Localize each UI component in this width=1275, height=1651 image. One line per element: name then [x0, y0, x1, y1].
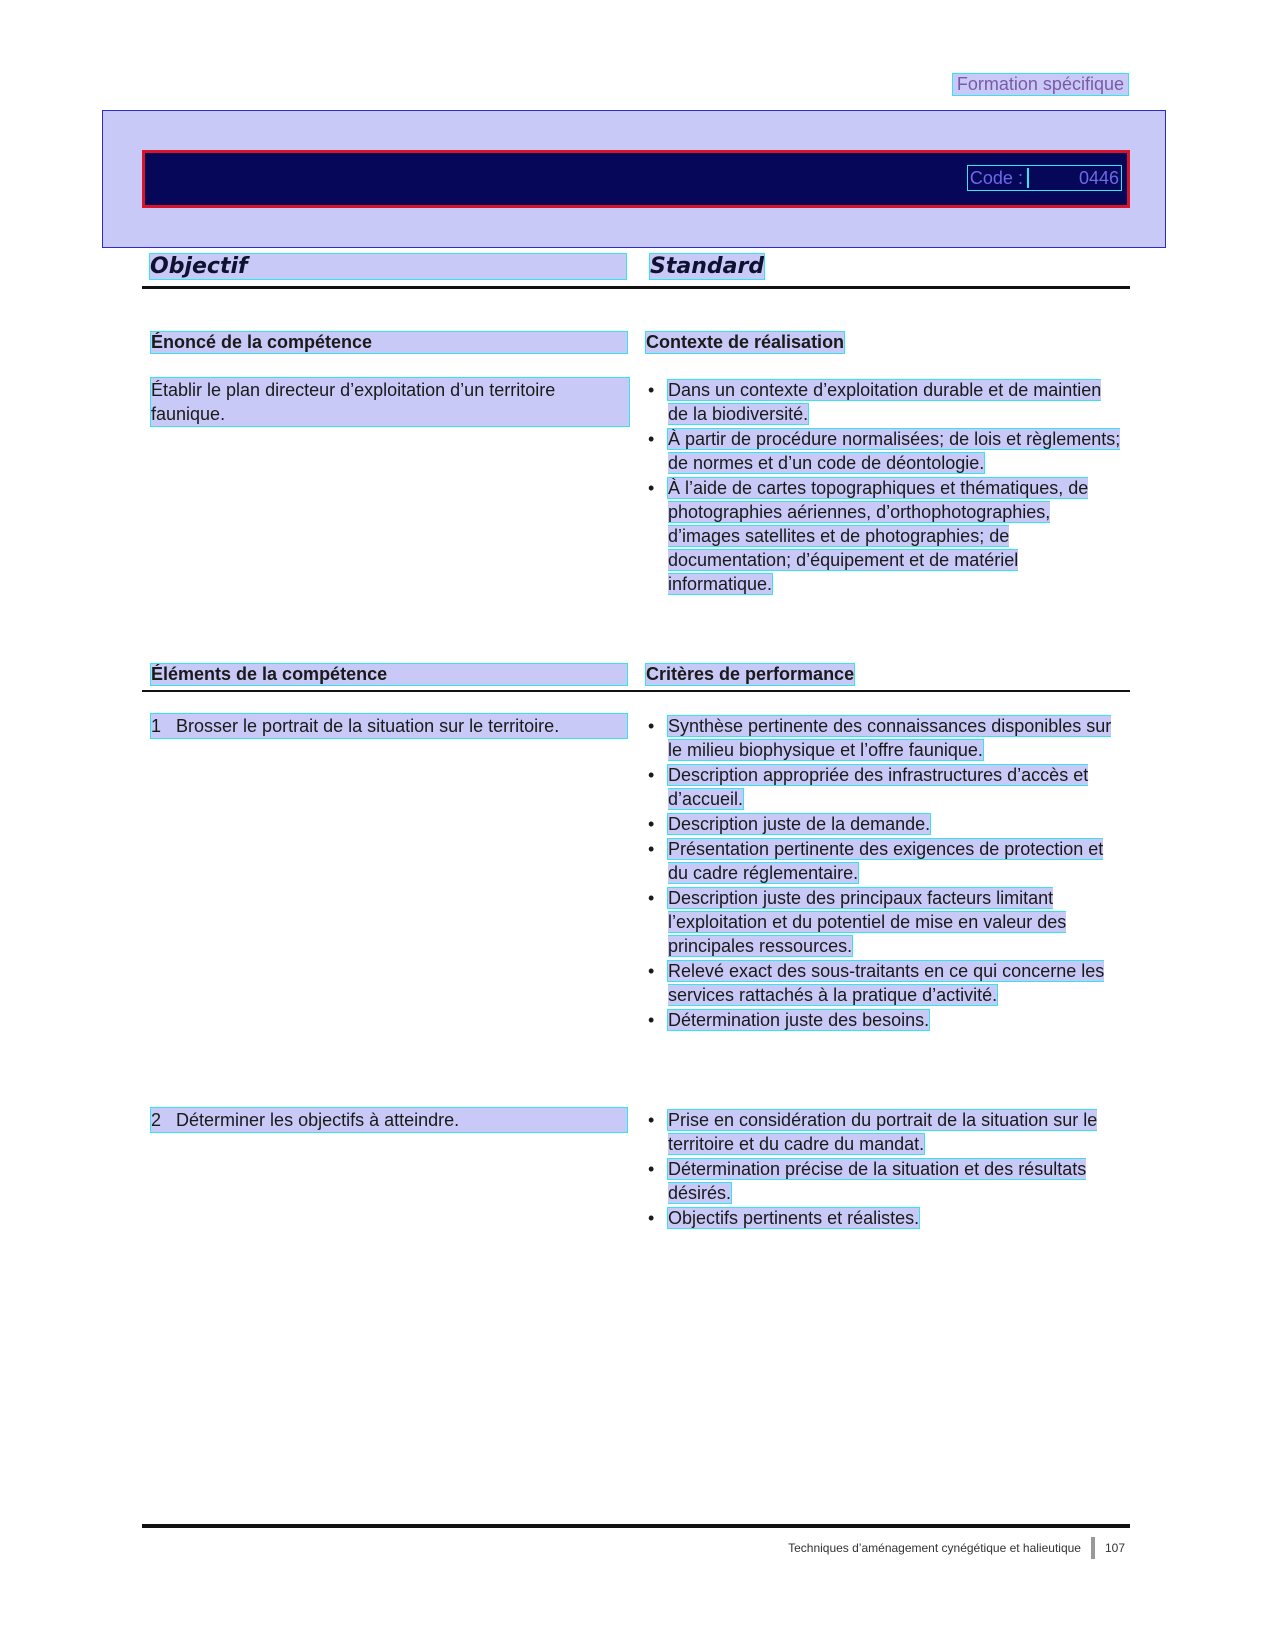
- context-list: [646, 378, 1122, 597]
- objectif-heading: Objectif: [150, 254, 626, 279]
- element-item: [151, 1108, 627, 1132]
- criteria-item: • Détermination précise de la situation et des résultats désirés.: [648, 1159, 1087, 1203]
- element-number: 1: [151, 716, 162, 736]
- code-label: Code :: [969, 167, 1023, 188]
- criteria-list: [646, 1108, 1122, 1231]
- competence-text: Établir le plan directeur d’exploitation d’un territoire faunique.: [151, 378, 629, 426]
- standard-heading: Standard: [650, 254, 765, 279]
- criteria-item: • Relevé exact des sous-traitants en ce qui concerne les services rattachés à la pratique d’activité.: [648, 961, 1105, 1005]
- contexte-heading: Contexte de réalisation: [646, 332, 845, 352]
- section-label: Formation spécifique: [953, 74, 1128, 95]
- code-box: [968, 166, 1121, 190]
- footer-rule: [142, 1524, 1130, 1528]
- page-footer: [788, 1537, 1125, 1559]
- criteria-item: • Description juste de la demande.: [648, 814, 931, 834]
- code-value: 0446: [1078, 167, 1119, 188]
- criteria-item: • Synthèse pertinente des connaissances disponibles sur le milieu biophysique et l’offre faunique.: [648, 716, 1112, 760]
- element-item: [151, 714, 627, 738]
- heading-rule: [142, 286, 1130, 289]
- competence-statement: [151, 378, 629, 426]
- criteria-item: • Prise en considération du portrait de la situation sur le territoire et du cadre du mandat.: [648, 1110, 1098, 1154]
- footer-title: Techniques d’aménagement cynégétique et halieutique: [788, 1541, 1081, 1555]
- element-text: Brosser le portrait de la situation sur le territoire.: [176, 716, 560, 736]
- enonce-heading: Énoncé de la compétence: [151, 332, 627, 353]
- footer-separator: [1091, 1537, 1095, 1559]
- criteria-item: • Objectifs pertinents et réalistes.: [648, 1208, 920, 1228]
- elements-rule: [142, 690, 1130, 692]
- criteria-item: • Présentation pertinente des exigences de protection et du cadre réglementaire.: [648, 839, 1104, 883]
- criteria-item: • Description juste des principaux facteurs limitant l’exploitation et du potentiel de mise en valeur des principales ressources.: [648, 888, 1067, 956]
- context-item: • À l’aide de cartes topographiques et thématiques, de photographies aériennes, d’orthophotographies, d’images satellites et de photographies; de documentation; d’équipement et de matériel informatique.: [648, 478, 1089, 594]
- elements-heading: Éléments de la compétence: [151, 664, 627, 685]
- criteria-item: • Description appropriée des infrastructures d’accès et d’accueil.: [648, 765, 1089, 809]
- element-text: Déterminer les objectifs à atteindre.: [176, 1110, 460, 1130]
- code-separator: [1027, 168, 1029, 188]
- context-item: • À partir de procédure normalisées; de lois et règlements; de normes et d’un code de déontologie.: [648, 429, 1121, 473]
- criteria-list: [646, 714, 1122, 1033]
- element-number: 2: [151, 1110, 162, 1130]
- criteres-heading: Critères de performance: [646, 664, 855, 684]
- page-number: 107: [1104, 1541, 1125, 1555]
- competence-title-bar: [142, 150, 1130, 208]
- context-item: • Dans un contexte d’exploitation durable et de maintien de la biodiversité.: [648, 380, 1102, 424]
- criteria-item: • Détermination juste des besoins.: [648, 1010, 930, 1030]
